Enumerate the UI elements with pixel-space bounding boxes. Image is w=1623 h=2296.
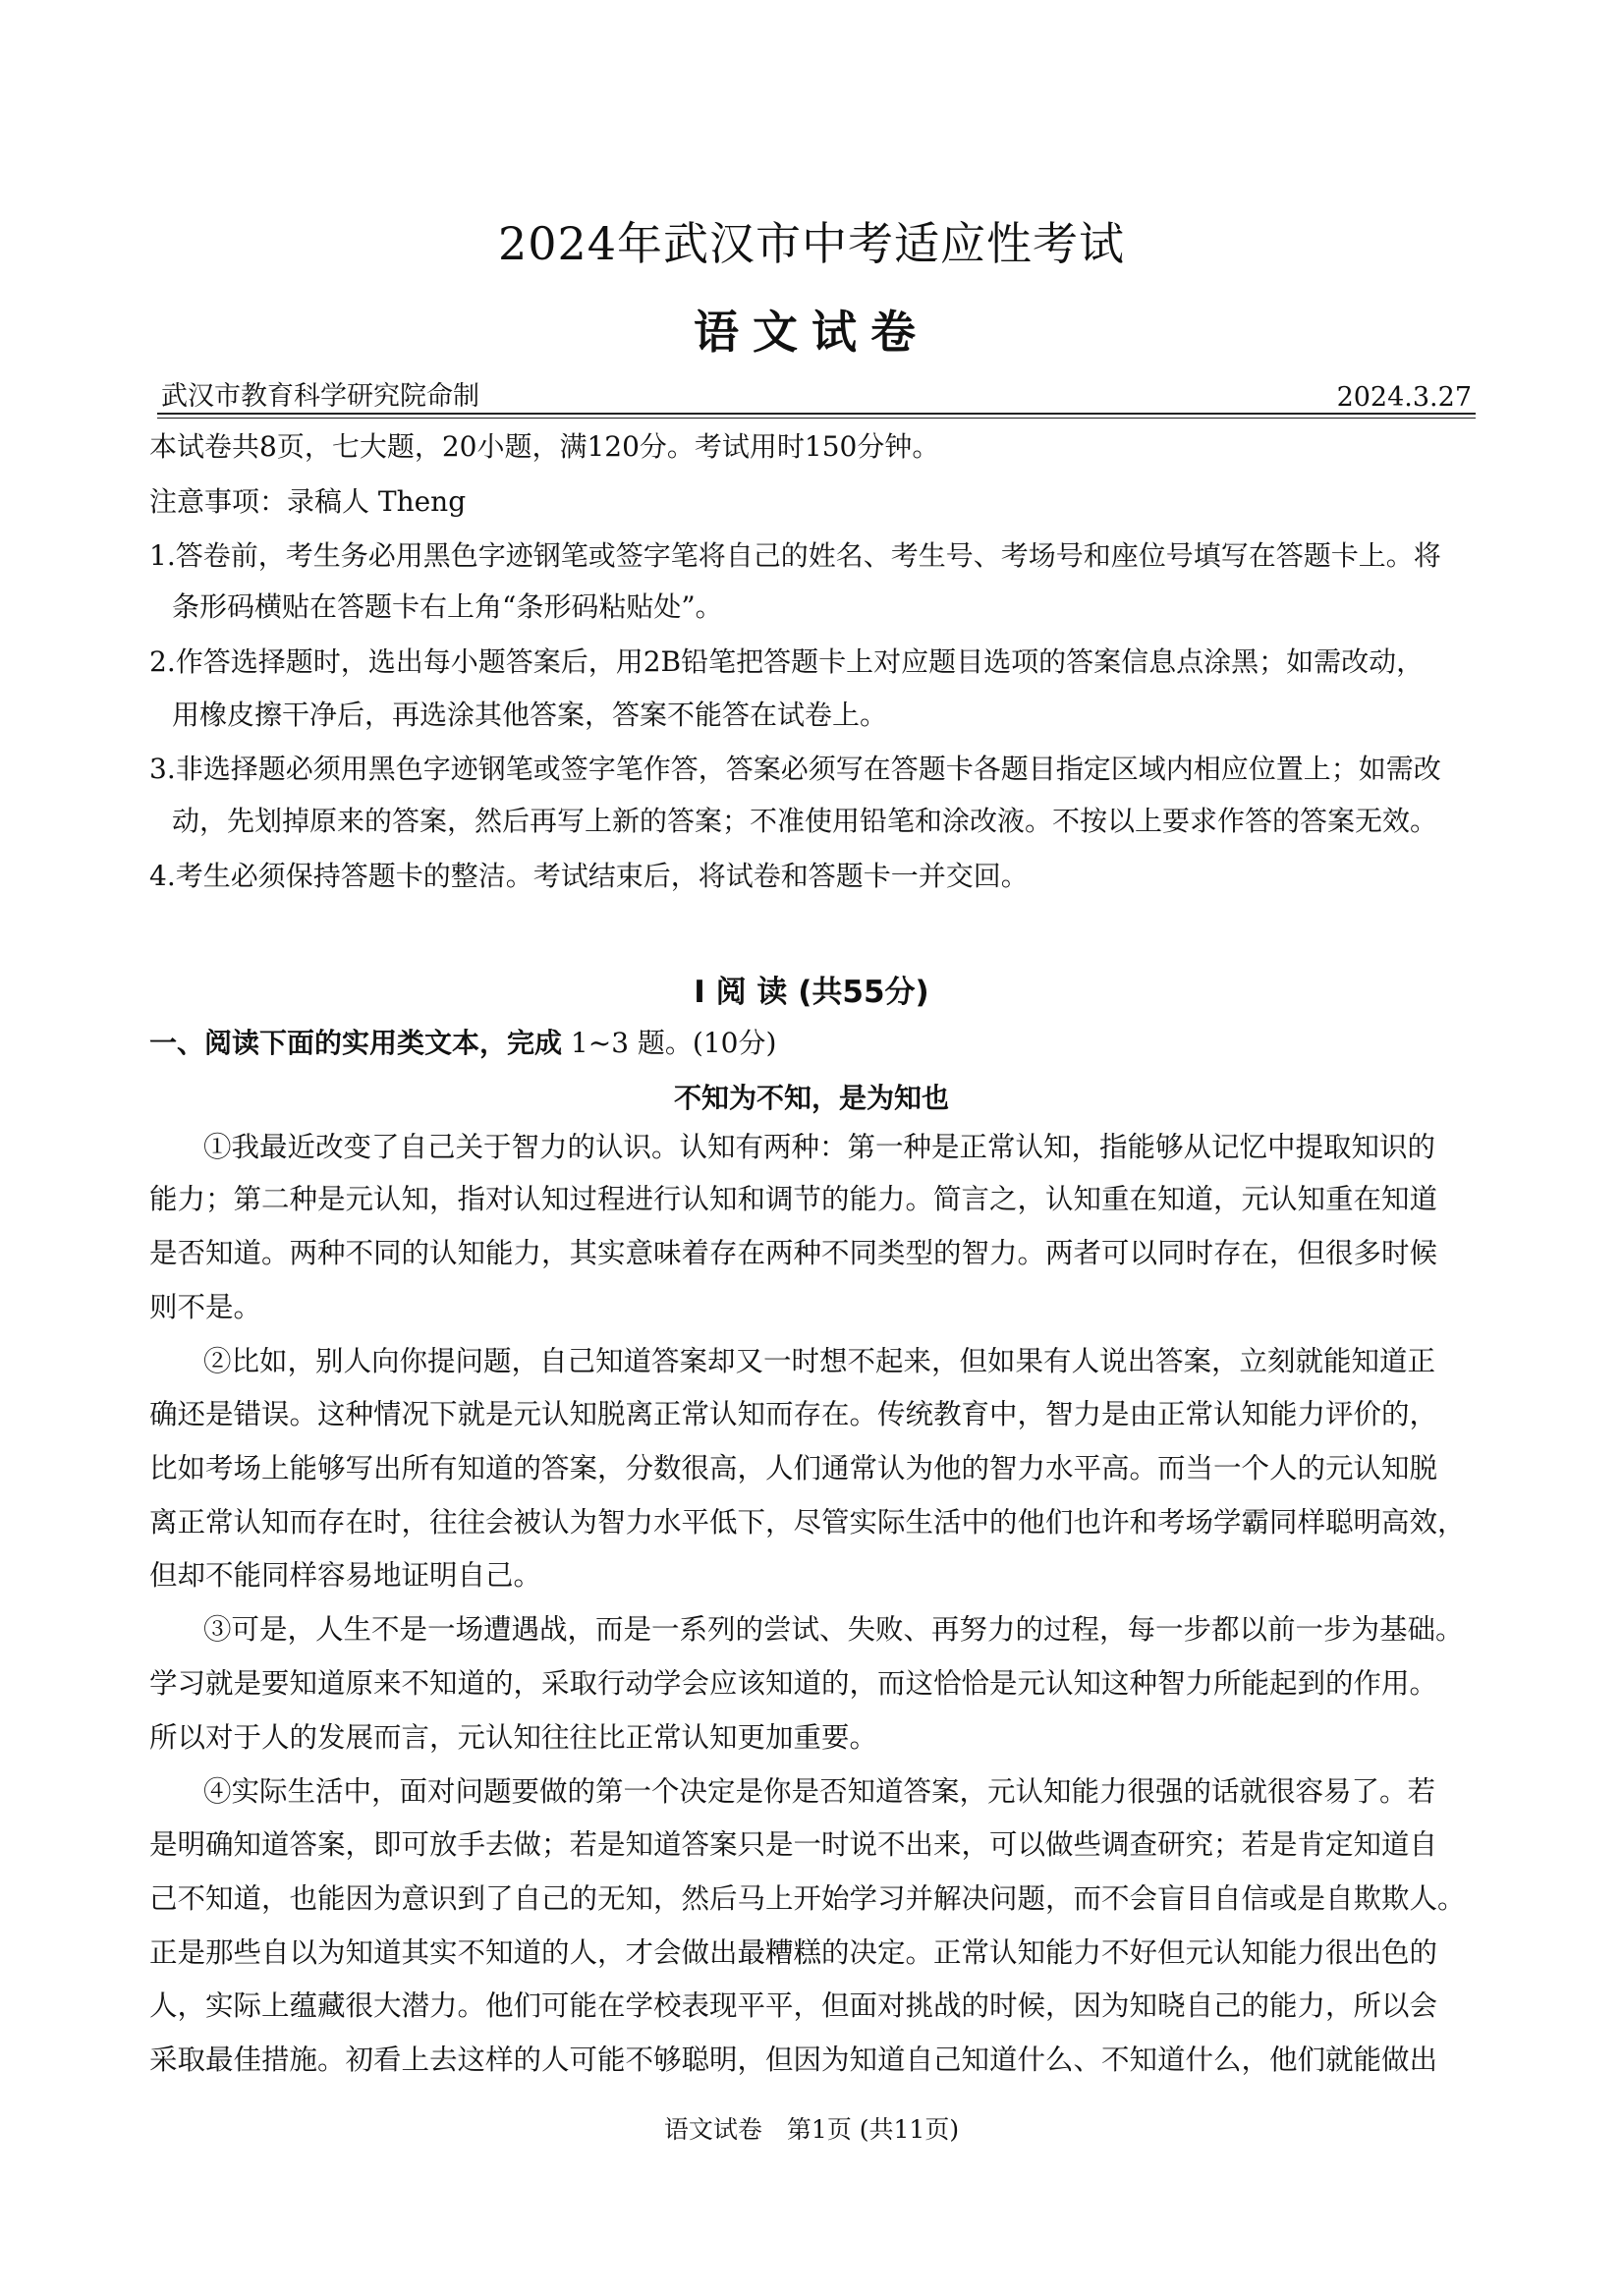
- passage-line: 己不知道，也能因为意识到了自己的无知，然后马上开始学习并解决问题，而不会盲目自信或是自欺欺人。: [149, 1882, 1466, 1915]
- passage-line: ③可是，人生不是一场遭遇战，而是一系列的尝试、失败、再努力的过程，每一步都以前一步为基础。: [203, 1613, 1464, 1646]
- rule-line: 用橡皮擦干净后，再选涂其他答案，答案不能答在试卷上。: [172, 699, 888, 731]
- question-range: 1~3 题。(10分): [570, 1027, 777, 1059]
- exam-date: 2024.3.27: [1336, 382, 1472, 413]
- passage-line: ②比如，别人向你提问题，自己知道答案却又一时想不起来，但如果有人说出答案，立刻就能知道正: [203, 1345, 1436, 1377]
- rule-line: 4.考生必须保持答题卡的整洁。考试结束后，将试卷和答题卡一并交回。: [149, 860, 1029, 892]
- issuer-row: [157, 379, 1476, 415]
- exam-summary: 本试卷共8页，七大题，20小题，满120分。考试用时150分钟。: [149, 430, 940, 463]
- question-heading: [149, 1022, 776, 1061]
- notice-heading: 注意事项：录稿人 Theng: [149, 485, 467, 518]
- rule-line: 3.非选择题必须用黑色字迹钢笔或签字笔作答，答案必须写在答题卡各题目指定区域内相应位置上；如需改: [149, 753, 1441, 785]
- section-title: Ⅰ 阅 读 (共55分): [694, 975, 929, 1010]
- passage-title: 不知为不知，是为知也: [673, 1082, 949, 1114]
- rule-line: 2.作答选择题时，选出每小题答案后，用2B铅笔把答题卡上对应题目选项的答案信息点涂黑；如需改动，: [149, 645, 1425, 678]
- passage-line: ①我最近改变了自己关于智力的认识。认知有两种：第一种是正常认知，指能够从记忆中提取知识的: [203, 1131, 1436, 1163]
- passage-line: 是明确知道答案，即可放手去做；若是知道答案只是一时说不出来，可以做些调查研究；若是肯定知道自: [149, 1828, 1438, 1861]
- passage-line: 所以对于人的发展而言，元认知往往比正常认知更加重要。: [149, 1721, 878, 1754]
- passage-line: 学习就是要知道原来不知道的，采取行动学会应该知道的，而这恰恰是元认知这种智力所能起到的作用。: [149, 1667, 1438, 1700]
- exam-subtitle: 语文试卷: [694, 306, 929, 359]
- exam-title: 2024年武汉市中考适应性考试: [497, 217, 1126, 270]
- rule-line: 1.答卷前，考生务必用黑色字迹钢笔或签字笔将自己的姓名、考生号、考场号和座位号填写在答题卡上。将: [149, 539, 1441, 572]
- passage-line: 则不是。: [149, 1291, 262, 1323]
- passage-line: 确还是错误。这种情况下就是元认知脱离正常认知而存在。传统教育中，智力是由正常认知能力评价的，: [149, 1398, 1438, 1430]
- passage-line: 采取最佳措施。初看上去这样的人可能不够聪明，但因为知道自己知道什么、不知道什么，他们就能做出: [149, 2044, 1438, 2076]
- passage-line: 正是那些自以为知道其实不知道的人，才会做出最糟糕的决定。正常认知能力不好但元认知能力很出色的: [149, 1936, 1438, 1969]
- question-label: 一、阅读下面的实用类文本，完成: [149, 1027, 563, 1059]
- passage-line: 比如考场上能够写出所有知道的答案，分数很高，人们通常认为他的智力水平高。而当一个人的元认知脱: [149, 1452, 1438, 1484]
- page-footer: 语文试卷 第1页 (共11页): [663, 2115, 960, 2144]
- passage-line: 是否知道。两种不同的认知能力，其实意味着存在两种不同类型的智力。两者可以同时存在，但很多时候: [149, 1237, 1438, 1269]
- passage-line: 能力；第二种是元认知，指对认知过程进行认知和调节的能力。简言之，认知重在知道，元认知重在知道: [149, 1183, 1438, 1215]
- passage-line: 但却不能同样容易地证明自己。: [149, 1559, 542, 1592]
- rule-line: 动，先划掉原来的答案，然后再写上新的答案；不准使用铅笔和涂改液。不按以上要求作答的答案无效。: [172, 805, 1438, 837]
- rule-line: 条形码横贴在答题卡右上角“条形码粘贴处”。: [172, 590, 723, 623]
- issuer: 武汉市教育科学研究院命制: [161, 381, 479, 412]
- passage-line: ④实际生活中，面对问题要做的第一个决定是你是否知道答案，元认知能力很强的话就很容易了。若: [203, 1775, 1436, 1808]
- passage-line: 人，实际上蕴藏很大潜力。他们可能在学校表现平平，但面对挑战的时候，因为知晓自己的能力，所以会: [149, 1989, 1438, 2022]
- passage-line: 离正常认知而存在时，往往会被认为智力水平低下，尽管实际生活中的他们也许和考场学霸同样聪明高效，: [149, 1506, 1466, 1539]
